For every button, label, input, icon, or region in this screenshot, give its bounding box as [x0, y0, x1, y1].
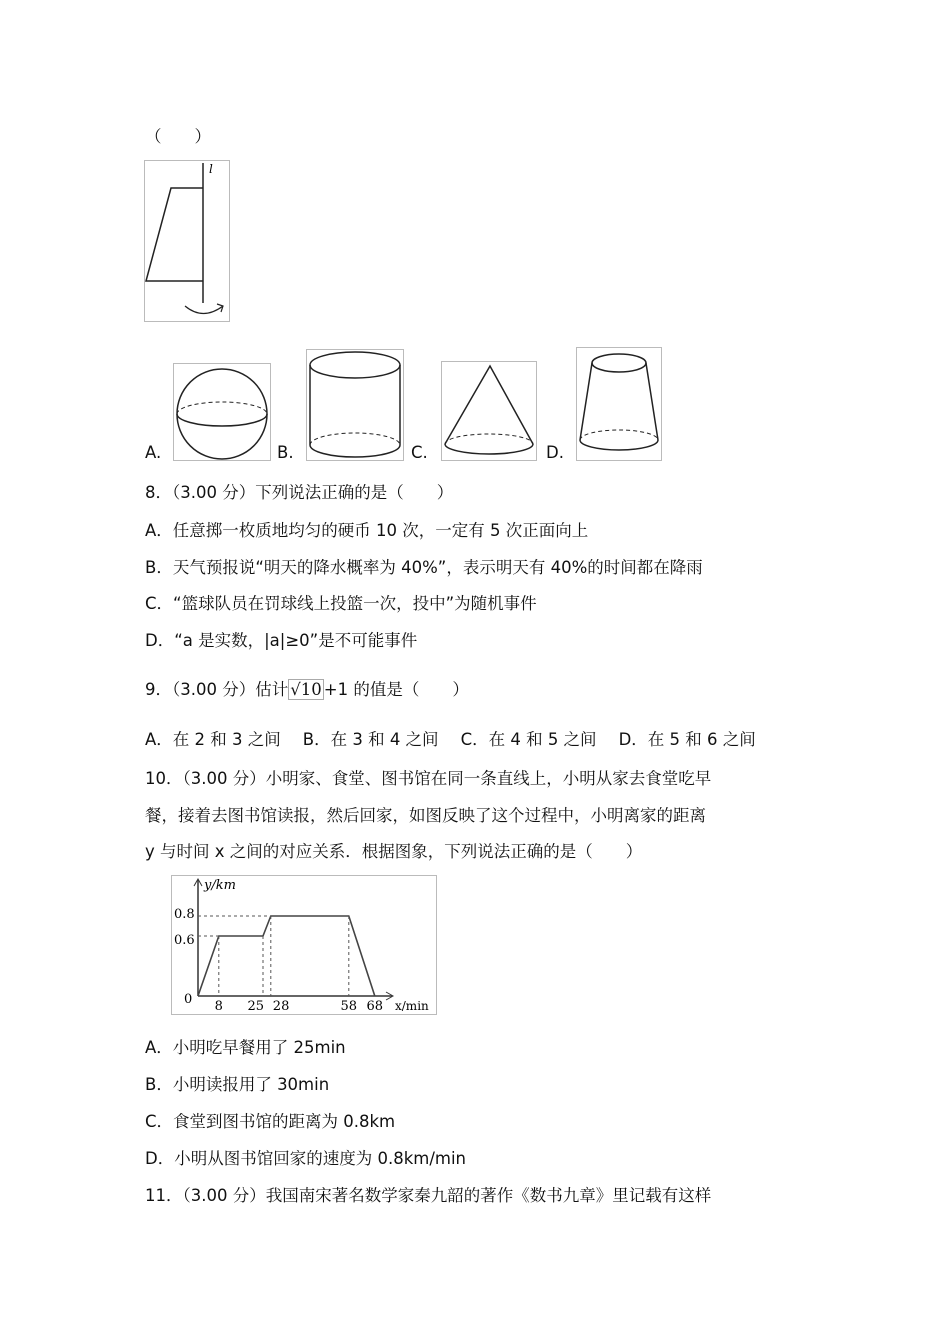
- y-tick-label: 0.6: [174, 933, 195, 948]
- sphere-figure[interactable]: [173, 363, 271, 461]
- y-axis-label: y/km: [204, 878, 236, 893]
- q9-option-c[interactable]: C．在 4 和 5 之间: [460, 730, 597, 749]
- q10-option-a[interactable]: A．小明吃早餐用了 25min: [145, 1038, 346, 1057]
- q9-option-b[interactable]: B．在 3 和 4 之间: [302, 730, 439, 749]
- q10-stem-line-3: y 与时间 x 之间的对应关系．根据图象，下列说法正确的是（ ）: [145, 842, 643, 861]
- q7-option-b-label[interactable]: B.: [277, 443, 294, 462]
- q9-options: [145, 728, 778, 752]
- sqrt-10-formula: √10: [290, 680, 322, 699]
- trapezoid-rotation-diagram: [145, 161, 229, 321]
- q8-option-d[interactable]: D．“a 是实数，|a|≥0”是不可能事件: [145, 631, 418, 650]
- data-line: [198, 916, 375, 996]
- y-tick-label: 0.8: [174, 907, 195, 922]
- q8-stem: 8．（3.00 分）下列说法正确的是（ ）: [145, 483, 454, 502]
- x-axis-label: x/min: [395, 999, 429, 1013]
- q7-option-d-label[interactable]: D.: [546, 443, 564, 462]
- q7-trapezoid-figure: [144, 160, 230, 322]
- q8-option-c[interactable]: C．“篮球队员在罚球线上投篮一次，投中”为随机事件: [145, 594, 537, 613]
- cone-figure[interactable]: [441, 361, 537, 461]
- q9-stem-post: +1 的值是（ ）: [323, 680, 469, 699]
- q9-stem: [145, 678, 469, 702]
- x-tick-label: 58: [340, 999, 358, 1014]
- q10-option-d[interactable]: D．小明从图书馆回家的速度为 0.8km/min: [145, 1149, 466, 1168]
- q8-option-b[interactable]: B．天气预报说“明天的降水概率为 40%”，表示明天有 40%的时间都在降雨: [145, 558, 703, 577]
- q7-option-c-label[interactable]: C.: [411, 443, 428, 462]
- x-tick-label: 8: [214, 999, 223, 1014]
- q10-stem-line-2: 餐，接着去图书馆读报，然后回家，如图反映了这个过程中，小明离家的距离: [145, 806, 706, 825]
- axis-label: l: [209, 162, 213, 176]
- q7-option-a-label[interactable]: A.: [145, 443, 162, 462]
- cylinder-figure[interactable]: [306, 349, 404, 461]
- frustum-figure[interactable]: [576, 347, 662, 461]
- x-tick-label: 25: [247, 999, 264, 1014]
- q7-answer-paren: （ ）: [145, 127, 211, 146]
- q10-option-c[interactable]: C．食堂到图书馆的距离为 0.8km: [145, 1112, 396, 1131]
- q9-option-d[interactable]: D．在 5 和 6 之间: [618, 730, 756, 749]
- q8-option-a[interactable]: A．任意掷一枚质地均匀的硬币 10 次，一定有 5 次正面向上: [145, 521, 589, 540]
- distance-time-graph: [171, 875, 437, 1015]
- x-tick-label: 28: [272, 999, 290, 1014]
- origin-label: 0: [184, 992, 193, 1007]
- q9-option-a[interactable]: A．在 2 和 3 之间: [145, 730, 281, 749]
- q10-option-b[interactable]: B．小明读报用了 30min: [145, 1075, 330, 1094]
- x-tick-label: 68: [366, 999, 384, 1014]
- q9-stem-pre: 9．（3.00 分）估计: [145, 680, 289, 699]
- distance-time-chart: [172, 876, 436, 1014]
- q10-stem-line-1: 10．（3.00 分）小明家、食堂、图书馆在同一条直线上，小明从家去食堂吃早: [145, 769, 712, 788]
- q11-stem: 11．（3.00 分）我国南宋著名数学家秦九韶的著作《数书九章》里记载有这样: [145, 1186, 712, 1205]
